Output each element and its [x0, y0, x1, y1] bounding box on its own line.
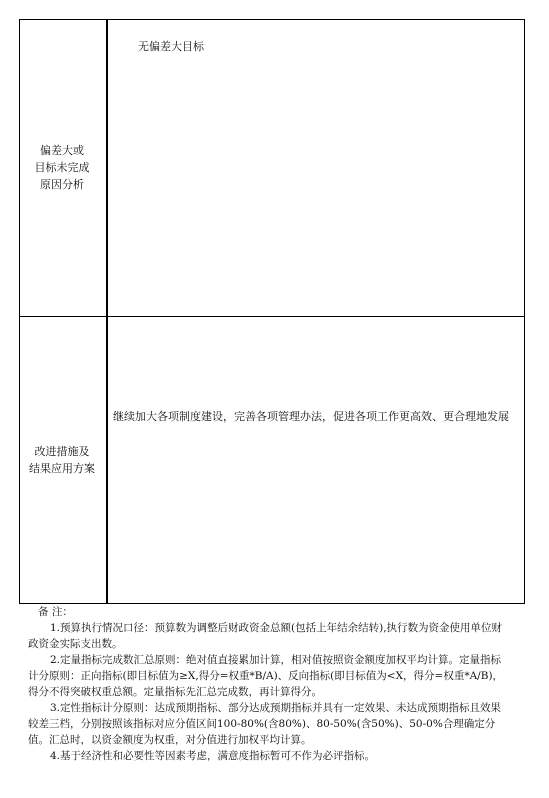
row-label-line: 改进措施及	[34, 445, 90, 458]
row-label-line: 偏差大或	[40, 144, 84, 157]
row-label-line: 目标未完成	[34, 161, 90, 174]
row-label-improvement-plan	[19, 443, 105, 477]
note-item: 3.定性指标计分原则：达成预期指标、部分达成预期指标并具有一定效果、未达成预期指标且效果较差三档，分别按照该指标对应分值区间100-80%(含80%)、80-50%(含50%)、50-0%合理确定分值。汇总时，以资金额度为权重，对分值进行加权平均计算。	[28, 702, 502, 746]
deviation-analysis-content: 无偏差大目标	[138, 40, 204, 53]
note-item: 2.定量指标完成数汇总原则：绝对值直接累加计算，相对值按照资金额度加权平均计算。定量指标计分原则：正向指标(即目标值为≥X,得分=权重*B/A)、反向指标(即目标值为<X，得分=权重*A/B)，得分不得突破权重总额。定量指标先汇总完成数，再计算得分。	[28, 654, 504, 698]
note-item: 1.预算执行情况口径：预算数为调整后财政资金总额(包括上年结余结转),执行数为资金使用单位财政资金实际支出数。	[28, 622, 503, 650]
row-label-deviation-analysis	[19, 142, 105, 193]
note-item: 4.基于经济性和必要性等因素考虑，满意度指标暂可不作为必评指标。	[50, 750, 376, 762]
table-row-divider	[19, 316, 525, 317]
table-column-divider	[106, 19, 108, 604]
notes-heading: 备 注：	[38, 606, 73, 618]
row-label-line: 结果应用方案	[29, 462, 95, 475]
row-label-line: 原因分析	[40, 178, 84, 191]
notes-section	[28, 604, 508, 764]
table-border-right	[524, 19, 525, 604]
improvement-plan-content: 继续加大各项制度建设，完善各项管理办法，促进各项工作更高效、更合理地发展	[113, 410, 509, 423]
table-border-top	[19, 19, 525, 20]
table-border-left	[19, 19, 20, 604]
